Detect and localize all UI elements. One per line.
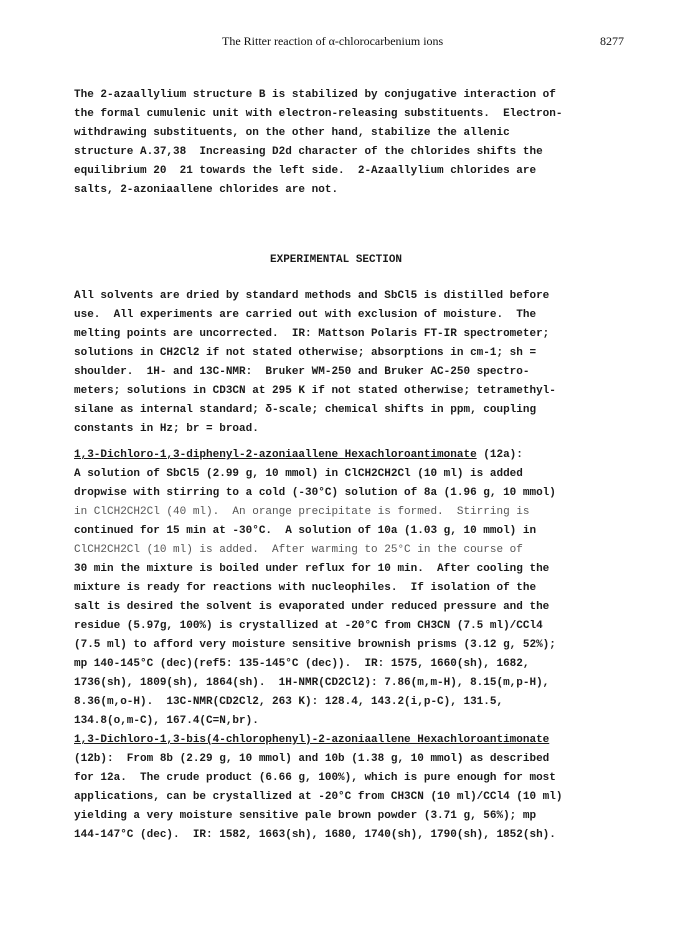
- body-text-line: 144-147°C (dec). IR: 1582, 1663(sh), 1680, 1740(sh), 1790(sh), 1852(sh).: [74, 829, 556, 841]
- body-text-line: All solvents are dried by standard methods and SbCl5 is distilled before: [74, 290, 550, 302]
- compound-label: (12a):: [483, 449, 523, 461]
- body-text-line: silane as internal standard; δ-scale; chemical shifts in ppm, coupling: [74, 404, 537, 416]
- body-text-line: for 12a. The crude product (6.66 g, 100%), which is pure enough for most: [74, 772, 556, 784]
- body-text-line: 30 min the mixture is boiled under reflux for 10 min. After cooling the: [74, 563, 550, 575]
- page-header: [0, 34, 680, 54]
- compound-title: 1,3-Dichloro-1,3-diphenyl-2-azoniaallene Hexachloroantimonate: [74, 449, 477, 461]
- body-text-line: continued for 15 min at -30°C. A solution of 10a (1.03 g, 10 mmol) in: [74, 525, 537, 537]
- body-text-line: solutions in CH2Cl2 if not stated otherwise; absorptions in cm-1; sh =: [74, 347, 537, 359]
- body-text-line: the formal cumulenic unit with electron-releasing substituents. Electron-: [74, 108, 563, 120]
- body-text-line: 1736(sh), 1809(sh), 1864(sh). 1H-NMR(CD2Cl2): 7.86(m,m-H), 8.15(m,p-H),: [74, 677, 550, 689]
- body-text-line: 134.8(o,m-C), 167.4(C=N,br).: [74, 715, 259, 727]
- body-text-line: applications, can be crystallized at -20°C from CH3CN (10 ml)/CCl4 (10 ml): [74, 791, 563, 803]
- body-text-line: in ClCH2CH2Cl (40 ml). An orange precipitate is formed. Stirring is: [74, 506, 530, 518]
- section-heading: EXPERIMENTAL SECTION: [270, 254, 403, 266]
- body-text-line: melting points are uncorrected. IR: Mattson Polaris FT-IR spectrometer;: [74, 328, 550, 340]
- body-text-line: meters; solutions in CD3CN at 295 K if not stated otherwise; tetramethyl-: [74, 385, 556, 397]
- body-text-line: mixture is ready for reactions with nucleophiles. If isolation of the: [74, 582, 537, 594]
- body-text-line: residue (5.97g, 100%) is crystallized at -20°C from CH3CN (7.5 ml)/CCl4: [74, 620, 543, 632]
- body-text-line: constants in Hz; br = broad.: [74, 423, 259, 435]
- body-text-line: 8.36(m,o-H). 13C-NMR(CD2Cl2, 263 K): 128.4, 143.2(i,p-C), 131.5,: [74, 696, 504, 708]
- body-text-line: salt is desired the solvent is evaporated under reduced pressure and the: [74, 601, 550, 613]
- body-text-line: use. All experiments are carried out with exclusion of moisture. The: [74, 309, 537, 321]
- body-text-line: withdrawing substituents, on the other hand, stabilize the allenic: [74, 127, 510, 139]
- running-title: The Ritter reaction of α-chlorocarbenium ions: [222, 34, 444, 48]
- body-text-line: A solution of SbCl5 (2.99 g, 10 mmol) in ClCH2CH2Cl (10 ml) is added: [74, 468, 523, 480]
- body-text-line: ClCH2CH2Cl (10 ml) is added. After warming to 25°C in the course of: [74, 544, 523, 556]
- body-text-line: structure A.37,38 Increasing D2d character of the chlorides shifts the: [74, 146, 543, 158]
- body-text-line: (12b): From 8b (2.29 g, 10 mmol) and 10b (1.38 g, 10 mmol) as described: [74, 753, 550, 765]
- body-text-line: shoulder. 1H- and 13C-NMR: Bruker WM-250 and Bruker AC-250 spectro-: [74, 366, 530, 378]
- compound-heading: [74, 446, 523, 464]
- body-text-line: (7.5 ml) to afford very moisture sensitive brownish prisms (3.12 g, 52%);: [74, 639, 556, 651]
- body-text-line: The 2-azaallylium structure B is stabilized by conjugative interaction of: [74, 89, 556, 101]
- body-text-line: equilibrium 20 21 towards the left side. 2-Azaallylium chlorides are: [74, 165, 537, 177]
- body-text-line: mp 140-145°C (dec)(ref5: 135-145°C (dec)). IR: 1575, 1660(sh), 1682,: [74, 658, 530, 670]
- compound-title: 1,3-Dichloro-1,3-bis(4-chlorophenyl)-2-azoniaallene Hexachloroantimonate: [74, 734, 550, 746]
- page-number: 8277: [600, 34, 624, 48]
- body-text-line: salts, 2-azoniaallene chlorides are not.: [74, 184, 339, 196]
- body-text-line: dropwise with stirring to a cold (-30°C) solution of 8a (1.96 g, 10 mmol): [74, 487, 556, 499]
- body-text-line: yielding a very moisture sensitive pale brown powder (3.71 g, 56%); mp: [74, 810, 537, 822]
